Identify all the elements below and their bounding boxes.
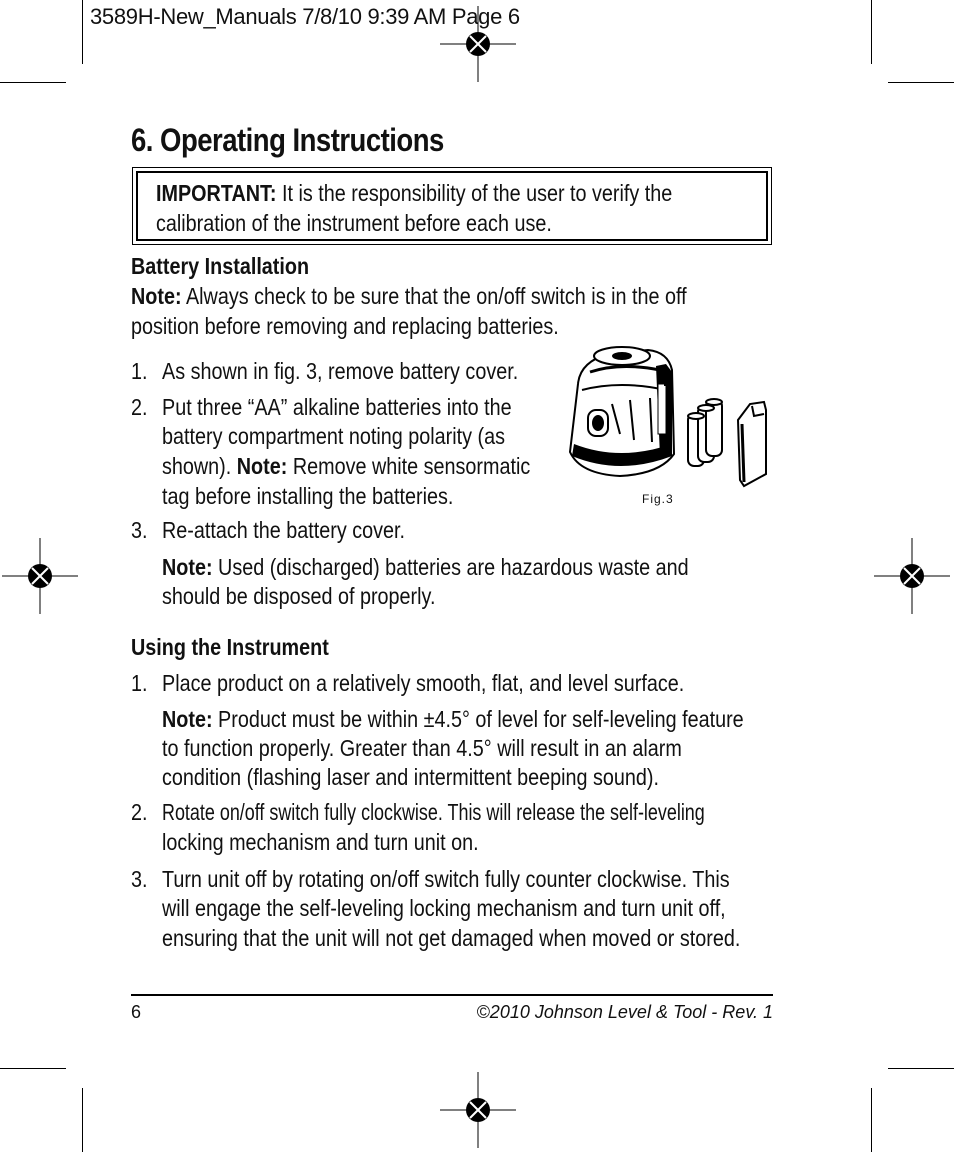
registration-mark-bottom-icon xyxy=(440,1072,516,1148)
battery-step-3-number: 3. xyxy=(131,517,148,543)
battery-note-line-1 xyxy=(131,281,687,311)
battery-note-text-1: Always check to be sure that the on/off switch is in the off xyxy=(185,283,687,309)
battery-step-2-line-4: tag before installing the batteries. xyxy=(162,483,454,509)
instrument-note-line-2: to function properly. Greater than 4.5° will result in an alarm xyxy=(162,735,682,761)
instrument-note-line-1 xyxy=(162,704,744,734)
battery-note-2-label: Note: xyxy=(162,554,213,580)
instrument-step-2-line-2: locking mechanism and turn unit on. xyxy=(162,829,479,855)
copyright-notice: ©2010 Johnson Level & Tool - Rev. 1 xyxy=(476,1002,773,1022)
instrument-step-2-number: 2. xyxy=(131,799,148,825)
important-label: IMPORTANT: xyxy=(156,180,277,206)
battery-step-2-line-3 xyxy=(162,451,530,481)
instrument-step-1-number: 1. xyxy=(131,670,148,696)
important-line-2: calibration of the instrument before each use. xyxy=(156,210,552,236)
instrument-step-1: Place product on a relatively smooth, flat, and level surface. xyxy=(162,670,685,696)
battery-step-2-text-3a: shown). xyxy=(162,453,232,479)
battery-note-2-line-2: should be disposed of properly. xyxy=(162,583,436,609)
instrument-note-text-1: Product must be within ±4.5° of level for self-leveling feature xyxy=(218,706,744,732)
instrument-heading: Using the Instrument xyxy=(131,634,329,660)
laser-level-battery-figure xyxy=(560,344,772,494)
instrument-note-line-3: condition (flashing laser and intermittent beeping sound). xyxy=(162,764,660,790)
battery-note-2-text-1: Used (discharged) batteries are hazardous waste and xyxy=(218,554,689,580)
figure-3-label: Fig.3 xyxy=(642,492,674,506)
instrument-step-3-number: 3. xyxy=(131,866,148,892)
registration-mark-right-icon xyxy=(874,538,950,614)
instrument-step-2-line-1: Rotate on/off switch fully clockwise. This will release the self-leveling xyxy=(162,799,705,825)
battery-heading: Battery Installation xyxy=(131,253,310,279)
instrument-step-3-line-3: ensuring that the unit will not get damaged when moved or stored. xyxy=(162,925,741,951)
battery-step-2-line-1: Put three “AA” alkaline batteries into the xyxy=(162,394,512,420)
instrument-note-label: Note: xyxy=(162,706,213,732)
footer-rule xyxy=(131,994,773,996)
battery-step-3: Re-attach the battery cover. xyxy=(162,517,405,543)
battery-step-2-text-3b: Remove white sensormatic xyxy=(292,453,531,479)
page-number: 6 xyxy=(131,1002,142,1022)
battery-step-2-note-label: Note: xyxy=(236,453,288,479)
registration-mark-top-icon xyxy=(440,6,516,82)
page-title: 6. Operating Instructions xyxy=(131,122,444,158)
print-slug: 3589H-New_Manuals 7/8/10 9:39 AM Page 6 xyxy=(90,4,520,29)
battery-step-2-line-2: battery compartment noting polarity (as xyxy=(162,423,506,449)
instrument-step-3-line-1: Turn unit off by rotating on/off switch fully counter clockwise. This xyxy=(162,866,730,892)
battery-step-1-number: 1. xyxy=(131,358,148,384)
important-line-1 xyxy=(156,178,672,208)
battery-note-label: Note: xyxy=(131,283,182,309)
battery-step-2-number: 2. xyxy=(131,394,148,420)
instrument-step-3-line-2: will engage the self-leveling locking mechanism and turn unit off, xyxy=(162,895,726,921)
registration-mark-left-icon xyxy=(2,538,78,614)
battery-step-1: As shown in fig. 3, remove battery cover. xyxy=(162,358,519,384)
battery-note-2-line-1 xyxy=(162,552,689,582)
battery-note-line-2: position before removing and replacing batteries. xyxy=(131,313,559,339)
important-text-1: It is the responsibility of the user to verify the xyxy=(282,180,673,206)
